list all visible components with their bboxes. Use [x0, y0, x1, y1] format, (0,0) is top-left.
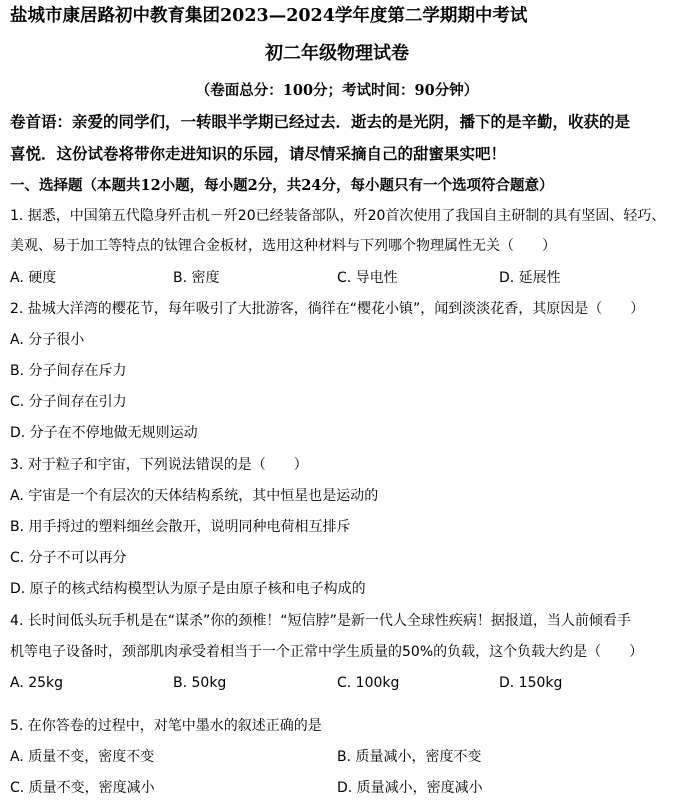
question-2-option-d: D. 分子在不停地做无规则运动	[10, 425, 198, 441]
question-3-option-a: A. 宇宙是一个有层次的天体结构系统，其中恒星也是运动的	[10, 488, 379, 504]
question-2-option-c: C. 分子间存在引力	[10, 394, 127, 410]
intro-line-1: 卷首语：亲爱的同学们，一转眼半学期已经过去．逝去的是光阴，播下的是辛勤，收获的是	[10, 112, 631, 131]
question-5-options-row-2	[10, 778, 666, 798]
question-4-stem-line-1: 4. 长时间低头玩手机是在“谋杀”你的颈椎！“短信脖”是新一代人全球性疾病！据报道，当人前倾看手	[10, 613, 631, 629]
question-3-option-b: B. 用手捋过的塑料细丝会散开，说明同种电荷相互排斥	[10, 519, 351, 535]
section-heading: 一、选择题（本题共12小题，每小题2分，共24分，每小题只有一个选项符合题意）	[10, 177, 554, 194]
question-1-option-b: B. 密度	[173, 270, 220, 286]
question-5-option-b: B. 质量减小，密度不变	[337, 749, 482, 765]
question-1-option-c: C. 导电性	[337, 270, 398, 286]
question-2-option-a: A. 分子很小	[10, 332, 85, 348]
question-5-option-d: D. 质量减小，密度减小	[337, 780, 483, 796]
exam-title: 盐城市康居路初中教育集团2023—2024学年度第二学期期中考试	[10, 6, 528, 26]
score-time-info: （卷面总分：100分；考试时间：90分钟）	[195, 82, 479, 99]
question-1-options	[10, 268, 666, 288]
question-4-options	[10, 673, 666, 693]
question-3-option-d: D. 原子的核式结构模型认为原子是由原子核和电子构成的	[10, 581, 366, 597]
question-5-option-c: C. 质量不变，密度减小	[10, 780, 155, 796]
question-4-option-b: B. 50kg	[173, 675, 227, 691]
question-4-option-c: C. 100kg	[337, 675, 400, 691]
question-2-stem: 2. 盐城大洋湾的樱花节，每年吸引了大批游客，徜徉在“樱花小镇”，闻到淡淡花香，其原因是（ ）	[10, 301, 645, 317]
question-1-option-a: A. 硬度	[10, 270, 57, 286]
question-3-stem: 3. 对于粒子和宇宙，下列说法错误的是（ ）	[10, 457, 308, 473]
question-5-options-row-1	[10, 747, 666, 767]
question-2-option-b: B. 分子间存在斥力	[10, 363, 127, 379]
question-4-option-a: A. 25kg	[10, 675, 64, 691]
question-4-stem-line-2: 机等电子设备时，颈部肌肉承受着相当于一个正常中学生质量的50%的负载，这个负载大约是（ ）	[10, 644, 644, 660]
question-3-option-c: C. 分子不可以再分	[10, 550, 127, 566]
question-5-stem: 5. 在你答卷的过程中，对笔中墨水的叙述正确的是	[10, 718, 322, 734]
intro-line-2: 喜悦．这份试卷将带你走进知识的乐园，请尽情采摘自己的甜蜜果实吧！	[10, 144, 507, 163]
question-4-option-d: D. 150kg	[499, 675, 563, 691]
question-5-option-a: A. 质量不变，密度不变	[10, 749, 155, 765]
question-1-stem-line-2: 美观、易于加工等特点的钛锂合金板材，选用这种材料与下列哪个物理属性无关（ ）	[10, 238, 556, 254]
question-1-stem-line-1: 1. 据悉，中国第五代隐身歼击机－歼20已经装备部队，歼20首次使用了我国自主研制的具有坚固、轻巧、	[10, 208, 666, 224]
exam-subtitle: 初二年级物理试卷	[265, 43, 409, 64]
question-1-option-d: D. 延展性	[499, 270, 561, 286]
